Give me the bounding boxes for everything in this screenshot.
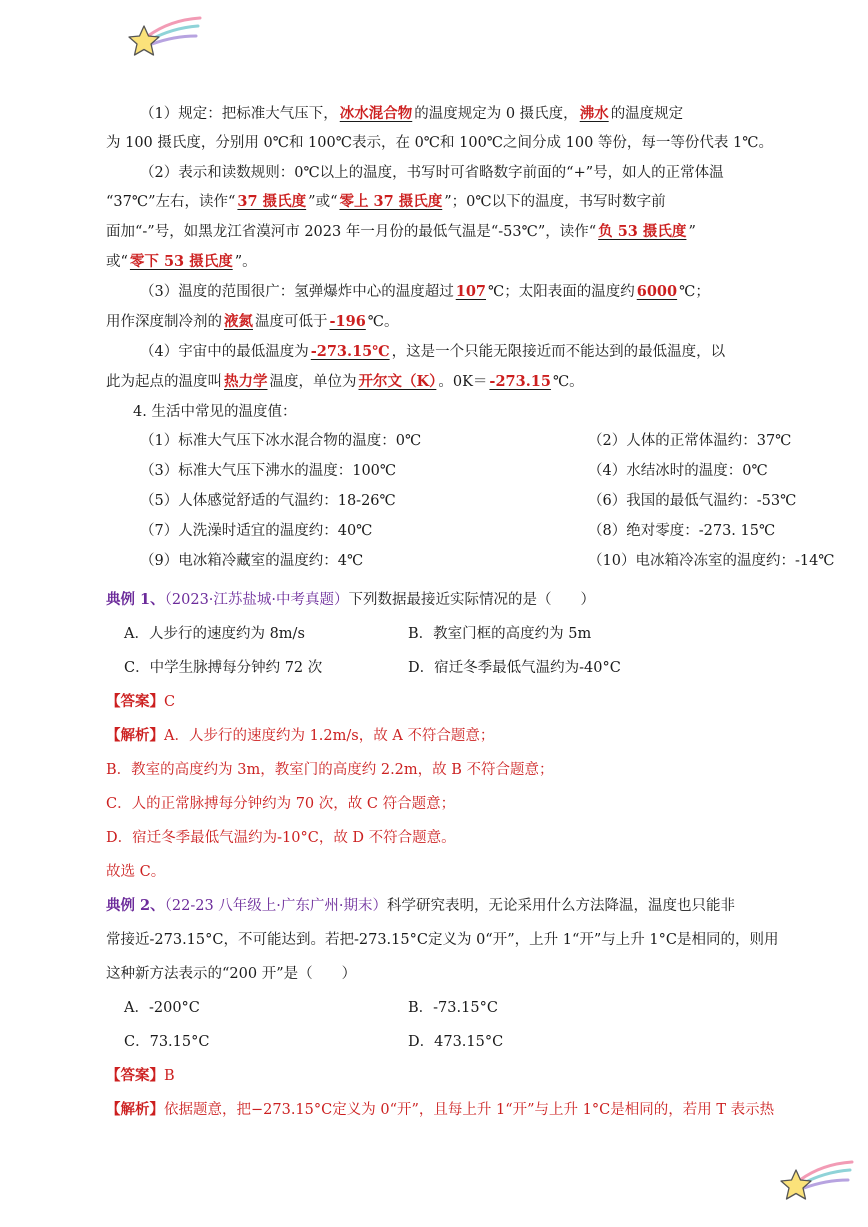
temp-item: （5）人体感觉舒适的气温约：18-26℃ xyxy=(140,493,396,509)
text: 温度，单位为 xyxy=(269,374,357,390)
temp-item: （6）我国的最低气温约：-53℃ xyxy=(588,493,797,509)
section-4-title: 4. 生活中常见的温度值： xyxy=(133,404,297,420)
example-source: （2023·江苏盐城·中考真题） xyxy=(164,592,349,608)
option-d: D．473.15°C xyxy=(408,1034,504,1050)
para-2-line-1: （2）表示和读数规则：0℃以上的温度，书写时可省略数字前面的“+”号，如人的正常体温 xyxy=(140,165,724,181)
temp-row xyxy=(140,431,868,451)
answer-blank: 37 摄氏度 xyxy=(237,193,307,210)
text: ” xyxy=(688,224,696,240)
example-1-question xyxy=(106,590,868,610)
answer-blank: 液氮 xyxy=(224,313,253,330)
text: （1）规定：把标准大气压下， xyxy=(140,106,338,122)
analysis-label: 【解析】 xyxy=(106,1101,164,1118)
analysis-text: D．宿迁冬季最低气温约为-10°C，故 D 不符合题意。 xyxy=(106,830,456,846)
example-2-analysis xyxy=(106,1100,868,1120)
text: “37℃”左右，读作“ xyxy=(106,194,236,210)
answer-blank: 6000 xyxy=(636,283,678,300)
analysis-text: C．人的正常脉搏每分钟约为 70 次，故 C 符合题意； xyxy=(106,796,456,812)
question-text: 这种新方法表示的“200 开”是（ ） xyxy=(106,966,357,982)
temp-item: （9）电冰箱冷藏室的温度约：4℃ xyxy=(140,553,364,569)
temp-row xyxy=(140,551,868,571)
text: 面加“-”号，如黑龙江省漠河市 2023 年一月份的最低气温是“-53℃”，读作“ xyxy=(106,224,597,240)
answer-label: 【答案】 xyxy=(106,1067,164,1084)
option-d: D．宿迁冬季最低气温约为-40°C xyxy=(408,660,621,676)
para-3-line-2 xyxy=(106,312,868,332)
text: （3）温度的范围很广：氢弹爆炸中心的温度超过 xyxy=(140,284,454,300)
answer-blank: 开尔文（K） xyxy=(358,373,437,390)
para-2-line-4 xyxy=(106,252,868,272)
analysis-text: 依据题意，把−273.15°C定义为 0“开”，且每上升 1“开”与上升 1°C是相同的，若用 T 表示热 xyxy=(164,1102,775,1118)
option-row xyxy=(124,658,868,678)
answer-blank: 零上 37 摄氏度 xyxy=(339,193,443,210)
answer-value: B xyxy=(164,1068,175,1084)
answer-blank: 107 xyxy=(455,283,487,300)
answer-blank: 负 53 摄氏度 xyxy=(598,223,687,240)
text: 或“ xyxy=(106,254,128,270)
para-1-line-1 xyxy=(140,104,868,124)
example-2-answer xyxy=(106,1066,868,1086)
text: ℃。 xyxy=(552,374,584,390)
temp-item: （2）人体的正常体温约：37℃ xyxy=(588,433,792,449)
text: ℃。 xyxy=(367,314,399,330)
question-text: 科学研究表明，无论采用什么方法降温，温度也只能非 xyxy=(387,898,736,914)
option-c: C．73.15°C xyxy=(124,1034,210,1050)
text: （4）宇宙中的最低温度为 xyxy=(140,344,309,360)
option-a: A．-200°C xyxy=(124,1000,200,1016)
option-row xyxy=(124,624,868,644)
example-label: 典例 1、 xyxy=(106,591,165,608)
answer-label: 【答案】 xyxy=(106,693,164,710)
text: ℃； xyxy=(679,284,710,300)
example-1-answer xyxy=(106,692,868,712)
text: ℃；太阳表面的温度约 xyxy=(488,284,635,300)
para-2-line-2 xyxy=(106,192,868,212)
example-2-question xyxy=(106,896,868,916)
temp-item: （8）绝对零度：-273. 15℃ xyxy=(588,523,776,539)
temp-row xyxy=(140,521,868,541)
example-label: 典例 2、 xyxy=(106,897,165,914)
answer-value: C xyxy=(164,694,176,710)
text: ”或“ xyxy=(308,194,338,210)
answer-blank: 沸水 xyxy=(579,105,609,122)
text: 。0K＝ xyxy=(438,374,488,390)
analysis-label: 【解析】 xyxy=(106,727,164,744)
question-text: 下列数据最接近实际情况的是（ ） xyxy=(348,592,596,608)
temp-item: （1）标准大气压下冰水混合物的温度：0℃ xyxy=(140,433,422,449)
answer-blank: 零下 53 摄氏度 xyxy=(129,253,233,270)
para-4-line-1 xyxy=(140,342,868,362)
temp-item: （10）电冰箱冷冻室的温度约：-14℃ xyxy=(588,553,835,569)
analysis-text: A．人步行的速度约为 1.2m/s，故 A 不符合题意； xyxy=(164,728,495,744)
option-a: A．人步行的速度约为 8m/s xyxy=(124,626,305,642)
para-1-line-2: 为 100 摄氏度，分别用 0℃和 100℃表示，在 0℃和 100℃之间分成 100 等份，每一等份代表 1℃。 xyxy=(106,135,773,151)
temp-row xyxy=(140,491,868,511)
para-2-line-3 xyxy=(106,222,868,242)
text: ”。 xyxy=(234,254,257,270)
option-c: C．中学生脉搏每分钟约 72 次 xyxy=(124,660,323,676)
temp-item: （3）标准大气压下沸水的温度：100℃ xyxy=(140,463,397,479)
analysis-conclusion: 故选 C。 xyxy=(106,864,166,880)
shooting-star-icon xyxy=(126,14,202,64)
text: 的温度规定为 0 摄氏度， xyxy=(414,106,578,122)
text: ，这是一个只能无限接近而不能达到的最低温度，以 xyxy=(391,344,726,360)
option-row xyxy=(124,998,868,1018)
answer-blank: 热力学 xyxy=(224,373,268,390)
answer-blank: -196 xyxy=(329,313,366,330)
analysis-text: B．教室的高度约为 3m，教室门的高度约 2.2m，故 B 不符合题意； xyxy=(106,762,554,778)
para-3-line-1 xyxy=(140,282,868,302)
temp-row xyxy=(140,461,868,481)
para-4-line-2 xyxy=(106,372,868,392)
option-b: B．教室门框的高度约为 5m xyxy=(408,626,592,642)
answer-blank: 冰水混合物 xyxy=(339,105,413,122)
question-text: 常接近-273.15°C，不可能达到。若把-273.15°C定义为 0“开”，上升 1“开”与上升 1°C是相同的，则用 xyxy=(106,932,779,948)
temp-item: （7）人洗澡时适宜的温度约：40℃ xyxy=(140,523,373,539)
text: 用作深度制冷剂的 xyxy=(106,314,222,330)
text: 的温度规定 xyxy=(610,106,684,122)
answer-blank: -273.15℃ xyxy=(310,343,390,360)
example-1-analysis xyxy=(106,726,868,746)
text: 温度可低于 xyxy=(255,314,328,330)
option-row xyxy=(124,1032,868,1052)
shooting-star-icon xyxy=(778,1158,854,1208)
example-source: （22-23 八年级上·广东广州·期末） xyxy=(164,898,388,914)
text: ”；0℃以下的温度，书写时数字前 xyxy=(444,194,666,210)
temp-item: （4）水结冰时的温度：0℃ xyxy=(588,463,768,479)
answer-blank: -273.15 xyxy=(489,373,551,390)
text: 此为起点的温度叫 xyxy=(106,374,222,390)
option-b: B．-73.15°C xyxy=(408,1000,498,1016)
